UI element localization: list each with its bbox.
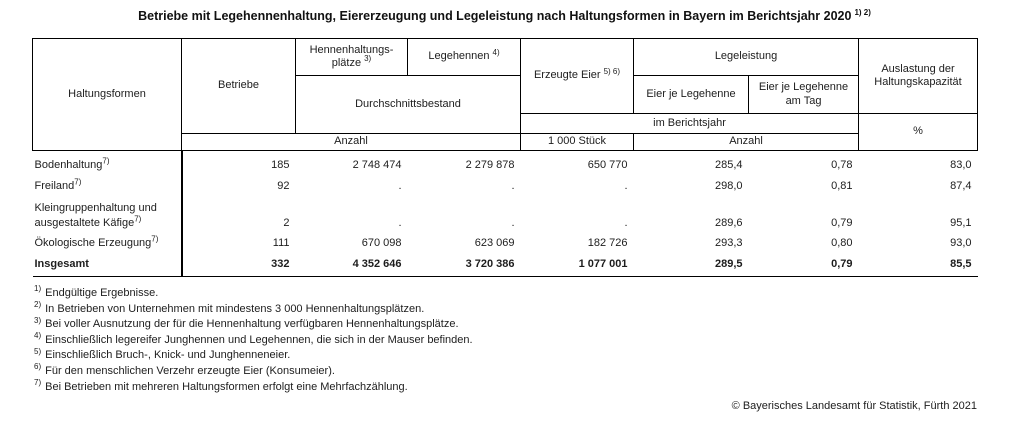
cell-eier-je-legehenne: 289,6 xyxy=(714,216,743,229)
cell-erzeugte-eier: 182 726 xyxy=(587,236,628,249)
cell-plaetze: . xyxy=(398,216,402,229)
page-title xyxy=(32,9,977,23)
footnote-marker-5-6: 5) 6) xyxy=(603,66,621,76)
cell-eier-je-legehenne: 298,0 xyxy=(714,179,743,192)
cell-auslastung: 93,0 xyxy=(950,236,972,249)
footnote-marker-7: 7) xyxy=(102,155,110,165)
cell-legehennen: 623 069 xyxy=(474,236,515,249)
cell-eier-je-legehenne: 289,5 xyxy=(634,255,749,277)
cell-auslastung: 83,0 xyxy=(950,158,972,171)
header-im-berichtsjahr: im Berichtsjahr xyxy=(521,114,859,134)
footnote-marker-7: 7) xyxy=(74,176,82,186)
cell-eier-je-legehenne-am-tag: 0,78 xyxy=(831,158,853,171)
cell-plaetze: 4 352 646 xyxy=(296,255,408,277)
cell-betriebe: 111 xyxy=(272,236,290,249)
header-1000-stueck: 1 000 Stück xyxy=(521,134,634,151)
copyright-note: © Bayerisches Landesamt für Statistik, Fürth 2021 xyxy=(731,400,977,412)
cell-eier-je-legehenne-am-tag: 0,79 xyxy=(831,216,853,229)
footnote-6: $^{6)}$ Für den menschlichen Verzehr erzeugte Eier (Konsumeier). xyxy=(34,362,335,377)
title-text: Betriebe mit Legehennenhaltung, Eiererzeugung und Legeleistung nach Haltungsformen in Bayern im Berichtsjahr 2020 xyxy=(138,9,852,23)
cell-erzeugte-eier: . xyxy=(624,179,628,192)
footnote-3: $^{3)}$ Bei voller Ausnutzung der für die Hennenhaltung verfügbaren Hennenhaltungsplätze. xyxy=(34,315,459,331)
header-prozent: % xyxy=(859,114,978,151)
footnote-5: $^{5)}$ Einschließlich Bruch-, Knick- und Junghenneneier. xyxy=(34,346,291,362)
footnotes xyxy=(34,286,473,395)
cell-plaetze: . xyxy=(398,179,402,192)
footnote-marker-7: 7) xyxy=(151,233,159,243)
footnote-marker-7: 7) xyxy=(134,213,142,223)
cell-legehennen: 3 720 386 xyxy=(408,255,521,277)
footnote-2: $^{2)}$ In Betrieben von Unternehmen mit mindestens 3 000 Hennenhaltungsplätzen. xyxy=(34,299,425,315)
cell-betriebe: 332 xyxy=(182,255,296,277)
cell-legehennen: . xyxy=(511,179,515,192)
table-row-bodenhaltung xyxy=(33,151,978,177)
cell-auslastung: 95,1 xyxy=(950,216,972,229)
header-auslastung: Auslastung der Haltungskapazität xyxy=(859,39,978,114)
header-legehennen: Legehennen $^{4)}$ xyxy=(408,39,521,76)
header-betriebe: Betriebe xyxy=(182,39,296,134)
header-haltungsformen: Haltungsformen xyxy=(33,39,182,151)
footnote-1: $^{1)}$ Endgültige Ergebnisse. xyxy=(34,284,159,299)
cell-erzeugte-eier: 1 077 001 xyxy=(521,255,634,277)
cell-eier-je-legehenne-am-tag: 0,80 xyxy=(831,236,853,249)
cell-betriebe: 92 xyxy=(277,179,290,192)
row-label: Bodenhaltung$^{7)}$ xyxy=(33,151,182,177)
footnote-7: $^{7)}$ Bei Betrieben mit mehreren Haltungsformen erfolgt eine Mehrfachzählung. xyxy=(34,377,408,393)
cell-eier-je-legehenne: 285,4 xyxy=(714,158,743,171)
cell-legehennen: 2 279 878 xyxy=(465,158,515,171)
cell-erzeugte-eier: . xyxy=(624,216,628,229)
cell-plaetze: 2 748 474 xyxy=(352,158,402,171)
cell-eier-je-legehenne: 293,3 xyxy=(714,236,743,249)
cell-auslastung: 87,4 xyxy=(950,179,972,192)
cell-auslastung: 85,5 xyxy=(859,255,978,277)
header-legeleistung: Legeleistung xyxy=(634,39,859,76)
footnote-4: $^{4)}$ Einschließlich legereifer Junghennen und Legehennen, die sich in der Mauser befinden. xyxy=(34,331,473,346)
header-eier-je-legehenne: Eier je Legehenne xyxy=(634,76,749,114)
table-row-oekologische-erzeugung xyxy=(33,235,978,255)
header-anzahl-bestand: Anzahl xyxy=(182,134,521,151)
row-label: Insgesamt xyxy=(33,255,182,277)
statistics-table xyxy=(32,38,978,277)
cell-betriebe: 2 xyxy=(283,216,290,229)
table-row-freiland xyxy=(33,177,978,198)
title-footnote-markers: 1) 2) xyxy=(854,7,871,17)
row-label: Freiland$^{7)}$ xyxy=(33,177,182,198)
header-erzeugte-eier: Erzeugte Eier $^{5) 6)}$ xyxy=(521,39,634,114)
table-body xyxy=(33,151,978,277)
table-header xyxy=(33,39,978,151)
header-durchschnittsbestand: Durchschnittsbestand xyxy=(296,76,521,134)
cell-erzeugte-eier: 650 770 xyxy=(587,158,628,171)
cell-eier-je-legehenne-am-tag: 0,81 xyxy=(831,179,853,192)
footnote-marker-4: 4) xyxy=(492,47,500,57)
cell-plaetze: 670 098 xyxy=(361,236,402,249)
cell-betriebe: 185 xyxy=(271,158,290,171)
table-row-insgesamt xyxy=(33,255,978,277)
header-anzahl-legeleistung: Anzahl xyxy=(634,134,859,151)
table-row-kleingruppenhaltung xyxy=(33,198,978,235)
cell-eier-je-legehenne-am-tag: 0,79 xyxy=(749,255,859,277)
header-hennenhaltungsplaetze: Hennenhaltungs- plätze $^{3)}$ xyxy=(296,39,408,76)
row-label: Ökologische Erzeugung$^{7)}$ xyxy=(33,235,182,255)
header-eier-je-legehenne-am-tag: Eier je Legehenne am Tag xyxy=(749,76,859,114)
row-label: Kleingruppenhaltung und ausgestaltete Käfige$^{7)}$ xyxy=(33,198,182,235)
cell-legehennen: . xyxy=(511,216,515,229)
footnote-marker-3: 3) xyxy=(364,54,372,64)
